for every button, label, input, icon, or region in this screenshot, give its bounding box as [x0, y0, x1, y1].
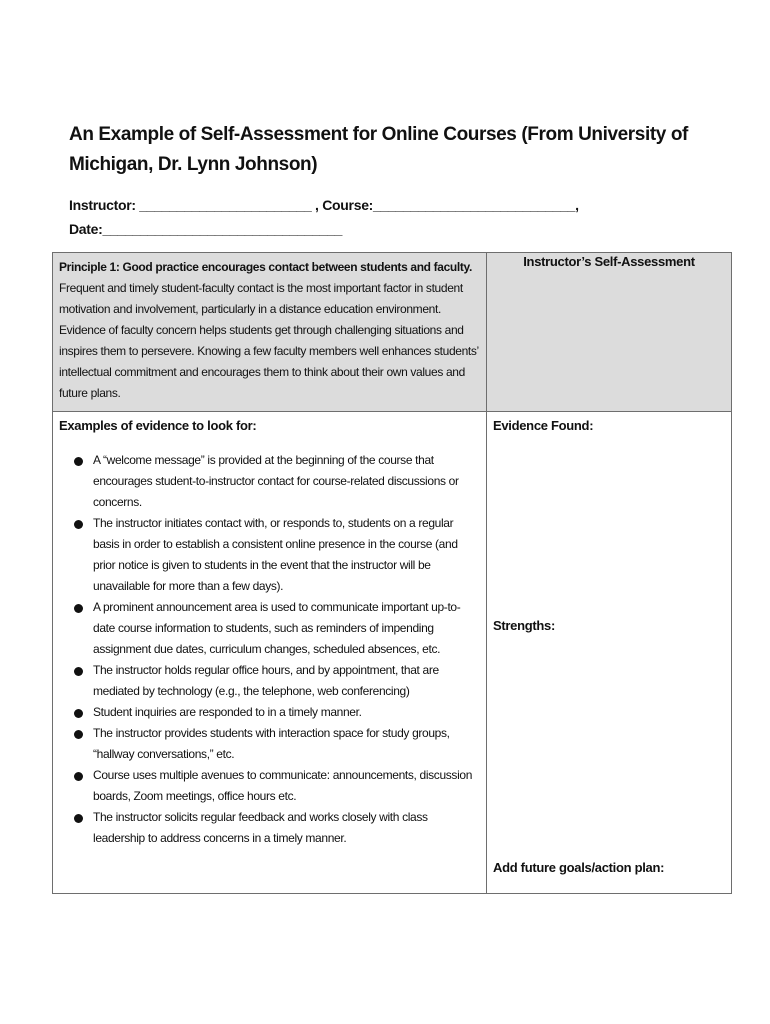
self-assessment-header: Instructor’s Self-Assessment — [523, 254, 695, 269]
list-item: A prominent announcement area is used to communicate important up-to-date course information to students, such as reminders of impending assignment due dates, curriculum changes, scheduled absences, etc. — [93, 597, 478, 660]
examples-list — [53, 450, 486, 849]
assessment-cell[interactable] — [487, 412, 732, 894]
examples-cell — [53, 412, 487, 894]
goals-label: Add future goals/action plan: — [493, 860, 665, 875]
principle-heading: Principle 1: Good practice encourages contact between students and faculty. — [59, 260, 472, 274]
principle-text — [53, 253, 486, 408]
list-item: The instructor initiates contact with, or responds to, students on a regular basis in order to establish a consistent online presence in the course (and prior notice is given to students in the event that the instructor will be unavailable for more than a few days). — [93, 513, 478, 597]
principle-row — [53, 253, 732, 412]
principle-cell — [53, 253, 487, 412]
list-item: Student inquiries are responded to in a timely manner. — [93, 702, 478, 723]
self-assessment-table — [52, 252, 732, 894]
list-item: The instructor holds regular office hours, and by appointment, that are mediated by technology (e.g., the telephone, web conferencing) — [93, 660, 478, 702]
date-field: Date:________________________________ — [69, 221, 343, 237]
strengths-label: Strengths: — [493, 618, 556, 633]
list-item: The instructor provides students with interaction space for study groups, “hallway conversations,” etc. — [93, 723, 478, 765]
principle-body: Frequent and timely student-faculty contact is the most important factor in student motivation and involvement, particularly in a distance education environment. Evidence of faculty concern helps students get through challenging situations and inspires them to persevere. Knowing a few faculty members well enhances students’ intellectual commitment and encourages them to think about their own values and future plans. — [59, 281, 479, 400]
list-item: Course uses multiple avenues to communicate: announcements, discussion boards, Zoom meetings, office hours etc. — [93, 765, 478, 807]
self-assessment-header-cell — [487, 253, 732, 412]
instructor-course-field: Instructor: _______________________ , Course:___________________________, — [69, 197, 579, 213]
list-item: The instructor solicits regular feedback and works closely with class leadership to address concerns in a timely manner. — [93, 807, 478, 849]
evidence-found-label: Evidence Found: — [493, 418, 594, 433]
examples-heading: Examples of evidence to look for: — [59, 418, 257, 433]
header-fields — [69, 193, 729, 241]
page-title: An Example of Self-Assessment for Online Courses (From University of Michigan, Dr. Lynn Johnson) — [69, 124, 688, 175]
list-item: A “welcome message” is provided at the beginning of the course that encourages student-to-instructor contact for course-related discussions or concerns. — [93, 450, 478, 513]
evidence-row — [53, 412, 732, 894]
